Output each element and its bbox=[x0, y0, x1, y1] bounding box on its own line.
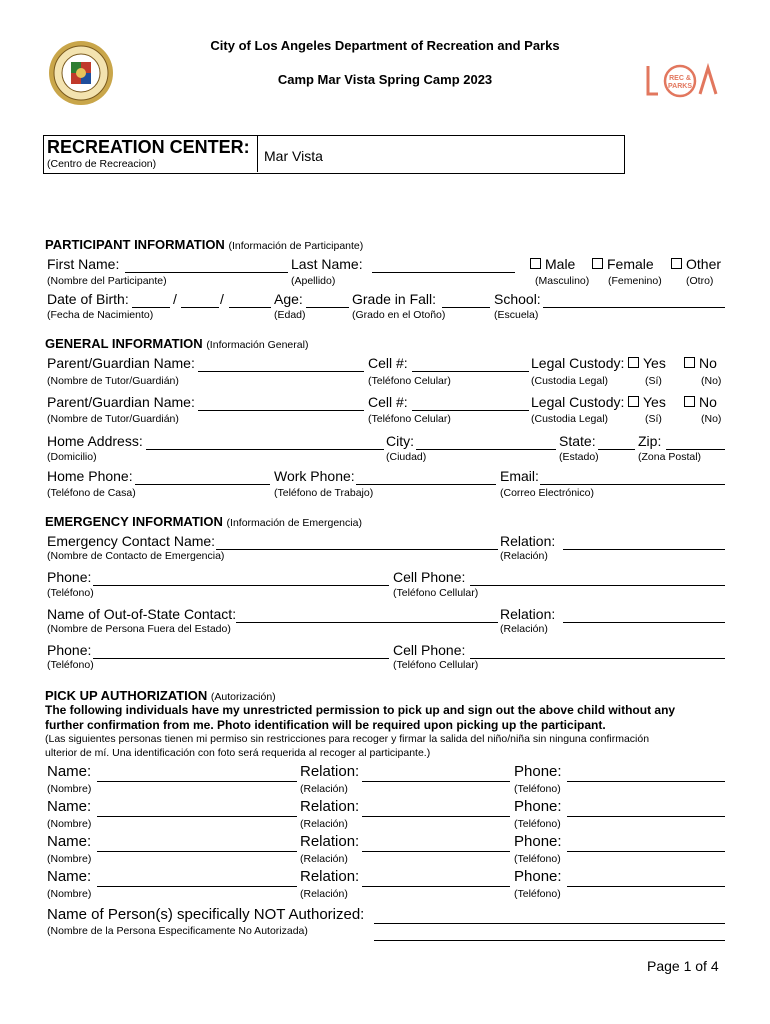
age-field[interactable] bbox=[306, 307, 349, 308]
guardian-2-no-sub: (No) bbox=[701, 413, 722, 425]
not-authorized-label: Name of Person(s) specifically NOT Authorized: bbox=[47, 906, 365, 923]
guardian-1-yes-sub: (Sí) bbox=[645, 375, 662, 387]
guardian-1-field[interactable] bbox=[198, 371, 364, 372]
other-option[interactable] bbox=[671, 256, 721, 272]
guardian-2-yes-option[interactable] bbox=[628, 394, 666, 410]
oos-phone-sub: (Teléfono) bbox=[47, 659, 94, 671]
general-title: GENERAL INFORMATION bbox=[45, 336, 203, 351]
pickup-1-phone-field[interactable] bbox=[567, 781, 725, 782]
pickup-1-name-sub: (Nombre) bbox=[47, 783, 92, 795]
pickup-2-name-sub: (Nombre) bbox=[47, 818, 92, 830]
oos-relation-label: Relation: bbox=[500, 606, 556, 622]
emergency-phone-sub: (Teléfono) bbox=[47, 587, 94, 599]
home-phone-label: Home Phone: bbox=[47, 468, 133, 484]
address-sub: (Domicilio) bbox=[47, 451, 97, 463]
pickup-2-relation-field[interactable] bbox=[362, 816, 510, 817]
guardian-2-custody-label: Legal Custody: bbox=[531, 394, 625, 410]
first-name-label: First Name: bbox=[47, 256, 120, 272]
pickup-2-phone-field[interactable] bbox=[567, 816, 725, 817]
guardian-1-yes-option[interactable] bbox=[628, 355, 666, 371]
pickup-title-sub: (Autorización) bbox=[210, 691, 276, 703]
last-name-label: Last Name: bbox=[291, 256, 363, 272]
pickup-4-phone-field[interactable] bbox=[567, 886, 725, 887]
emergency-cell-sub: (Teléfono Cellular) bbox=[393, 587, 479, 599]
guardian-1-cell-sub: (Teléfono Celular) bbox=[368, 375, 451, 387]
guardian-1-cell-field[interactable] bbox=[412, 371, 529, 372]
pickup-3-phone-sub: (Teléfono) bbox=[514, 853, 561, 865]
female-label: Female bbox=[607, 256, 654, 272]
pickup-bold-line-2: further confirmation from me. Photo identification will be required upon picking up the participant. bbox=[45, 718, 606, 732]
state-sub: (Estado) bbox=[559, 451, 599, 463]
pickup-4-name-label: Name: bbox=[47, 868, 92, 885]
pickup-3-phone-label: Phone: bbox=[514, 833, 562, 850]
oos-cell-label: Cell Phone: bbox=[393, 642, 466, 658]
guardian-1-sub: (Nombre de Tutor/Guardián) bbox=[47, 375, 179, 387]
pickup-3-relation-sub: (Relación) bbox=[300, 853, 348, 865]
guardian-1-yes-label: Yes bbox=[643, 355, 666, 371]
emergency-title-sub: (Información de Emergencia) bbox=[226, 517, 362, 529]
guardian-1-custody-sub: (Custodia Legal) bbox=[531, 375, 609, 387]
state-field[interactable] bbox=[598, 449, 635, 450]
guardian-1-custody-label: Legal Custody: bbox=[531, 355, 625, 371]
emergency-section-title bbox=[45, 514, 362, 529]
city-label: City: bbox=[386, 433, 414, 449]
pickup-section-title bbox=[45, 688, 276, 703]
guardian-1-yes-checkbox[interactable] bbox=[628, 357, 639, 368]
oos-contact-sub: (Nombre de Persona Fuera del Estado) bbox=[47, 623, 231, 635]
rec-center-sublabel: (Centro de Recreacion) bbox=[47, 158, 157, 170]
pickup-1-relation-field[interactable] bbox=[362, 781, 510, 782]
rec-logo-text-1: REC & bbox=[669, 75, 691, 82]
participant-section-title bbox=[45, 237, 363, 252]
pickup-es-line-2: ulterior de mí. Una identificación con foto será requerida al recoger al participante.) bbox=[45, 747, 431, 759]
dob-sub: (Fecha de Nacimiento) bbox=[47, 309, 154, 321]
dob-slash-1: / bbox=[173, 291, 177, 307]
male-label: Male bbox=[545, 256, 576, 272]
guardian-2-cell-sub: (Teléfono Celular) bbox=[368, 413, 451, 425]
female-sub: (Femenino) bbox=[608, 275, 662, 287]
pickup-3-name-sub: (Nombre) bbox=[47, 853, 92, 865]
not-authorized-field-2[interactable] bbox=[374, 940, 725, 941]
emergency-relation-sub: (Relación) bbox=[500, 550, 548, 562]
guardian-2-no-checkbox[interactable] bbox=[684, 396, 695, 407]
pickup-bold-line-1: The following individuals have my unrestricted permission to pick up and sign out the above child without any bbox=[45, 703, 676, 717]
zip-field[interactable] bbox=[666, 449, 725, 450]
oos-cell-sub: (Teléfono Cellular) bbox=[393, 659, 479, 671]
participant-title: PARTICIPANT INFORMATION bbox=[45, 237, 225, 252]
female-checkbox[interactable] bbox=[592, 258, 603, 269]
work-phone-label: Work Phone: bbox=[274, 468, 355, 484]
pickup-2-phone-label: Phone: bbox=[514, 798, 562, 815]
address-label: Home Address: bbox=[47, 433, 143, 449]
not-authorized-sub: (Nombre de la Persona Especificamente No Autorizada) bbox=[47, 925, 308, 937]
dob-day-field[interactable] bbox=[181, 307, 219, 308]
guardian-2-no-option[interactable] bbox=[684, 394, 717, 410]
pickup-4-relation-label: Relation: bbox=[300, 868, 360, 885]
email-label: Email: bbox=[500, 468, 539, 484]
pickup-2-relation-sub: (Relación) bbox=[300, 818, 348, 830]
emergency-contact-label: Emergency Contact Name: bbox=[47, 533, 216, 549]
guardian-2-custody-sub: (Custodia Legal) bbox=[531, 413, 609, 425]
guardian-1-no-option[interactable] bbox=[684, 355, 717, 371]
pickup-2-phone-sub: (Teléfono) bbox=[514, 818, 561, 830]
oos-contact-label: Name of Out-of-State Contact: bbox=[47, 606, 237, 622]
pickup-1-phone-sub: (Teléfono) bbox=[514, 783, 561, 795]
guardian-2-field[interactable] bbox=[198, 410, 364, 411]
pickup-4-relation-sub: (Relación) bbox=[300, 888, 348, 900]
rec-center-value[interactable]: Mar Vista bbox=[264, 148, 323, 164]
rec-center-divider bbox=[257, 135, 258, 172]
first-name-field[interactable] bbox=[125, 272, 288, 273]
male-option[interactable] bbox=[530, 256, 575, 272]
email-field[interactable] bbox=[540, 484, 725, 485]
not-authorized-field-1[interactable] bbox=[374, 923, 725, 924]
pickup-1-name-field[interactable] bbox=[97, 781, 297, 782]
guardian-2-sub: (Nombre de Tutor/Guardián) bbox=[47, 413, 179, 425]
guardian-1-label: Parent/Guardian Name: bbox=[47, 355, 195, 371]
grade-sub: (Grado en el Otoño) bbox=[352, 309, 446, 321]
grade-label: Grade in Fall: bbox=[352, 291, 437, 307]
school-sub: (Escuela) bbox=[494, 309, 539, 321]
guardian-2-no-label: No bbox=[699, 394, 717, 410]
pickup-2-name-label: Name: bbox=[47, 798, 92, 815]
state-label: State: bbox=[559, 433, 596, 449]
first-name-sub: (Nombre del Participante) bbox=[47, 275, 167, 287]
dob-year-field[interactable] bbox=[229, 307, 271, 308]
other-sub: (Otro) bbox=[686, 275, 714, 287]
pickup-3-name-field[interactable] bbox=[97, 851, 297, 852]
email-sub: (Correo Electrónico) bbox=[500, 487, 594, 499]
oos-contact-field[interactable] bbox=[236, 622, 498, 623]
work-phone-field[interactable] bbox=[356, 484, 496, 485]
participant-title-sub: (Información de Participante) bbox=[228, 240, 364, 252]
pickup-4-phone-sub: (Teléfono) bbox=[514, 888, 561, 900]
emergency-cell-label: Cell Phone: bbox=[393, 569, 466, 585]
last-name-sub: (Apellido) bbox=[291, 275, 336, 287]
oos-phone-label: Phone: bbox=[47, 642, 92, 658]
other-checkbox[interactable] bbox=[671, 258, 682, 269]
guardian-1-no-sub: (No) bbox=[701, 375, 722, 387]
pickup-3-relation-field[interactable] bbox=[362, 851, 510, 852]
oos-relation-field[interactable] bbox=[563, 622, 725, 623]
emergency-phone-field[interactable] bbox=[93, 585, 389, 586]
pickup-1-name-label: Name: bbox=[47, 763, 92, 780]
pickup-3-relation-label: Relation: bbox=[300, 833, 360, 850]
emergency-contact-field[interactable] bbox=[216, 549, 498, 550]
pickup-4-name-field[interactable] bbox=[97, 886, 297, 887]
pickup-es-line-1: (Las siguientes personas tienen mi permiso sin restricciones para recoger y firmar la salida del niño/niña sin ninguna confirmación bbox=[45, 733, 650, 745]
emergency-phone-label: Phone: bbox=[47, 569, 92, 585]
male-sub: (Masculino) bbox=[535, 275, 590, 287]
pickup-1-phone-label: Phone: bbox=[514, 763, 562, 780]
home-phone-field[interactable] bbox=[135, 484, 270, 485]
female-option[interactable] bbox=[592, 256, 654, 272]
guardian-1-no-checkbox[interactable] bbox=[684, 357, 695, 368]
last-name-field[interactable] bbox=[372, 272, 515, 273]
guardian-1-cell-label: Cell #: bbox=[368, 355, 408, 371]
pickup-2-relation-label: Relation: bbox=[300, 798, 360, 815]
general-title-sub: (Información General) bbox=[206, 339, 309, 351]
camp-title: Camp Mar Vista Spring Camp 2023 bbox=[277, 72, 493, 87]
emergency-contact-sub: (Nombre de Contacto de Emergencia) bbox=[47, 550, 225, 562]
age-label: Age: bbox=[274, 291, 303, 307]
emergency-cell-field[interactable] bbox=[470, 585, 725, 586]
pickup-4-phone-label: Phone: bbox=[514, 868, 562, 885]
pickup-3-name-label: Name: bbox=[47, 833, 92, 850]
dob-month-field[interactable] bbox=[132, 307, 170, 308]
male-checkbox[interactable] bbox=[530, 258, 541, 269]
guardian-2-yes-sub: (Sí) bbox=[645, 413, 662, 425]
page-number: Page 1 of 4 bbox=[647, 958, 719, 974]
oos-relation-sub: (Relación) bbox=[500, 623, 548, 635]
dob-slash-2: / bbox=[220, 291, 224, 307]
emergency-relation-label: Relation: bbox=[500, 533, 556, 549]
guardian-2-cell-label: Cell #: bbox=[368, 394, 408, 410]
pickup-1-relation-sub: (Relación) bbox=[300, 783, 348, 795]
pickup-title: PICK UP AUTHORIZATION bbox=[45, 688, 208, 703]
pickup-1-relation-label: Relation: bbox=[300, 763, 360, 780]
guardian-2-label: Parent/Guardian Name: bbox=[47, 394, 195, 410]
general-section-title bbox=[45, 336, 308, 351]
emergency-relation-field[interactable] bbox=[563, 549, 725, 550]
org-title: City of Los Angeles Department of Recreation and Parks bbox=[210, 38, 560, 53]
city-sub: (Ciudad) bbox=[386, 451, 427, 463]
address-field[interactable] bbox=[146, 449, 384, 450]
pickup-4-relation-field[interactable] bbox=[362, 886, 510, 887]
rec-logo-text-2: PARKS bbox=[668, 83, 692, 90]
dob-label: Date of Birth: bbox=[47, 291, 129, 307]
school-field[interactable] bbox=[543, 307, 725, 308]
work-phone-sub: (Teléfono de Trabajo) bbox=[274, 487, 374, 499]
zip-sub: (Zona Postal) bbox=[638, 451, 702, 463]
pickup-3-phone-field[interactable] bbox=[567, 851, 725, 852]
oos-phone-field[interactable] bbox=[93, 658, 389, 659]
oos-cell-field[interactable] bbox=[470, 658, 725, 659]
rec-parks-logo bbox=[644, 62, 720, 102]
grade-field[interactable] bbox=[442, 307, 490, 308]
guardian-2-yes-checkbox[interactable] bbox=[628, 396, 639, 407]
rec-center-label: RECREATION CENTER: bbox=[47, 137, 250, 157]
pickup-2-name-field[interactable] bbox=[97, 816, 297, 817]
guardian-2-cell-field[interactable] bbox=[412, 410, 529, 411]
guardian-1-no-label: No bbox=[699, 355, 717, 371]
school-label: School: bbox=[494, 291, 541, 307]
guardian-2-yes-label: Yes bbox=[643, 394, 666, 410]
city-field[interactable] bbox=[416, 449, 556, 450]
emergency-title: EMERGENCY INFORMATION bbox=[45, 514, 223, 529]
home-phone-sub: (Teléfono de Casa) bbox=[47, 487, 136, 499]
age-sub: (Edad) bbox=[274, 309, 306, 321]
pickup-4-name-sub: (Nombre) bbox=[47, 888, 92, 900]
zip-label: Zip: bbox=[638, 433, 662, 449]
other-label: Other bbox=[686, 256, 722, 272]
